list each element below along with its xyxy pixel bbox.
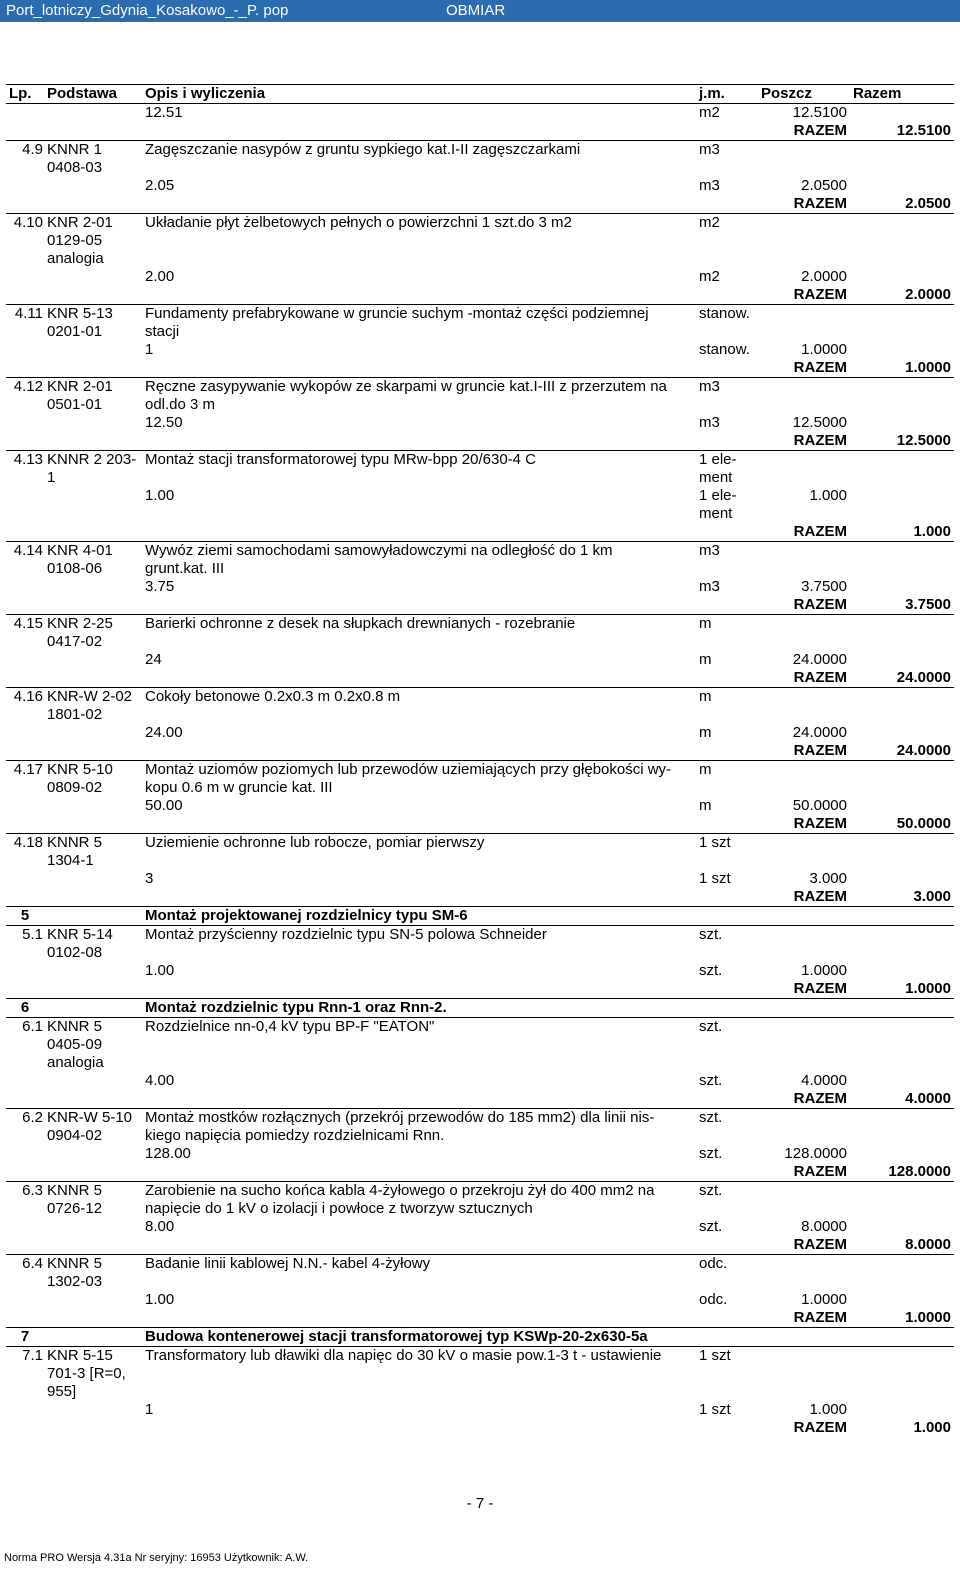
position-unit: m3 [696, 378, 758, 415]
razem-value: 1.000 [913, 523, 951, 540]
poszcz-value: 4.0000 [801, 1072, 847, 1089]
position-number: 5.1 [6, 926, 44, 963]
position-unit: m [696, 761, 758, 798]
line: 1801-02 [47, 706, 103, 723]
line: KNR 5-13 [47, 305, 113, 322]
position-row [6, 926, 954, 963]
line: KNNR 1 [47, 141, 103, 158]
razem-row [6, 742, 954, 761]
position-unit: stanow. [696, 305, 758, 342]
line: Montaż stacji transformatorowej typu MRw-bpp 20/630-4 C [145, 451, 536, 468]
calc-unit: szt. [699, 1145, 723, 1162]
page-number: - 7 - [466, 1495, 494, 1512]
line: KNR 2-01 [47, 378, 113, 395]
col-header-poszcz: Poszcz [758, 85, 850, 104]
calc-unit: odc. [699, 1291, 728, 1308]
poszcz-value: 12.5000 [792, 414, 847, 431]
position-basis [44, 1018, 142, 1073]
line: 0129-05 [47, 232, 103, 249]
calc-unit: 1 szt [699, 870, 731, 887]
position-number: 6.3 [6, 1182, 44, 1219]
calc-value: 12.51 [145, 104, 183, 121]
razem-label: RAZEM [793, 596, 847, 613]
title-bar [0, 0, 960, 22]
line: Montaż uziomów poziomych lub przewodów uziemiających przy głębokości wy- [145, 761, 672, 778]
position-description [142, 378, 696, 415]
position-description [142, 834, 696, 871]
line: 0904-02 [47, 1127, 103, 1144]
razem-label: RAZEM [793, 980, 847, 997]
position-description [142, 1347, 696, 1402]
line: 0102-08 [47, 944, 103, 961]
calc-row [6, 962, 954, 980]
calc-unit: m [699, 797, 712, 814]
calc-value: 3 [145, 870, 154, 887]
calc-value: 50.00 [145, 797, 183, 814]
section-title: Montaż rozdzielnic typu Rnn-1 oraz Rnn-2. [142, 999, 954, 1018]
line: KNR 4-01 [47, 542, 113, 559]
line: Uziemienie ochronne lub robocze, pomiar pierwszy [145, 834, 485, 851]
position-unit: m3 [696, 141, 758, 178]
position-unit: m2 [696, 214, 758, 269]
calc-row [6, 487, 954, 523]
position-description [142, 1182, 696, 1219]
line: analogia [47, 250, 104, 267]
razem-label: RAZEM [793, 1090, 847, 1107]
position-row [6, 305, 954, 342]
col-header-podstawa: Podstawa [44, 85, 142, 104]
position-description [142, 542, 696, 579]
calc-value: 1 [145, 341, 154, 358]
section-number: 5 [6, 907, 44, 926]
line: Ręczne zasypywanie wykopów ze skarpami w gruncie kat.I-III z przerzutem na [145, 378, 667, 395]
position-basis [44, 378, 142, 415]
position-description [142, 761, 696, 798]
position-basis [44, 926, 142, 963]
poszcz-value: 12.5100 [792, 104, 847, 121]
position-basis [44, 1182, 142, 1219]
position-row [6, 688, 954, 725]
line: KNNR 2 203- [47, 451, 137, 468]
calc-unit: m3 [699, 414, 720, 431]
line: KNR 5-15 [47, 1347, 113, 1364]
position-row [6, 761, 954, 798]
position-basis [44, 451, 142, 488]
razem-value: 4.0000 [905, 1090, 951, 1107]
document-title: Port_lotniczy_Gdynia_Kosakowo_-_P. pop [6, 2, 289, 19]
calc-row [6, 724, 954, 742]
poszcz-value: 24.0000 [792, 651, 847, 668]
line: Układanie płyt żelbetowych pełnych o powierzchni 1 szt.do 3 m2 [145, 214, 572, 231]
razem-row [6, 195, 954, 214]
razem-row [6, 1309, 954, 1328]
calc-value: 2.05 [145, 177, 175, 194]
line: kiego napięcia pomiedzy rozdzielnicami Rnn. [145, 1127, 445, 1144]
line: KNR-W 2-02 [47, 688, 133, 705]
carry-calc-row [6, 104, 954, 123]
razem-value: 8.0000 [905, 1236, 951, 1253]
line: Zagęszczanie nasypów z gruntu sypkiego kat.I-II zagęszczarkami [145, 141, 581, 158]
line: 0726-12 [47, 1200, 103, 1217]
calc-row [6, 177, 954, 195]
position-row [6, 1018, 954, 1073]
position-unit: m3 [696, 542, 758, 579]
position-basis [44, 214, 142, 269]
poszcz-value: 1.0000 [801, 962, 847, 979]
position-number: 7.1 [6, 1347, 44, 1402]
poszcz-value: 1.0000 [801, 1291, 847, 1308]
position-number: 4.10 [6, 214, 44, 269]
calc-row [6, 1145, 954, 1163]
calc-value: 24.00 [145, 724, 183, 741]
line: Montaż mostków rozłącznych (przekrój przewodów do 185 mm2) dla linii nis- [145, 1109, 655, 1126]
razem-value: 12.5100 [896, 122, 951, 139]
position-row [6, 615, 954, 652]
calc-row [6, 1291, 954, 1309]
razem-row [6, 359, 954, 378]
position-number: 6.4 [6, 1255, 44, 1292]
calc-unit: stanow. [699, 341, 750, 358]
position-description [142, 615, 696, 652]
position-basis [44, 141, 142, 178]
calc-row [6, 578, 954, 596]
position-row [6, 214, 954, 269]
razem-label: RAZEM [793, 742, 847, 759]
position-number: 4.11 [6, 305, 44, 342]
position-unit: szt. [696, 926, 758, 963]
position-description [142, 1109, 696, 1146]
position-description [142, 688, 696, 725]
calc-value: 1 [145, 1401, 154, 1418]
calc-unit: 1 ele-ment [699, 487, 737, 522]
razem-row [6, 286, 954, 305]
col-header-lp: Lp. [6, 85, 44, 104]
position-number: 4.17 [6, 761, 44, 798]
position-number: 4.18 [6, 834, 44, 871]
line: 0809-02 [47, 779, 103, 796]
calc-unit: 1 szt [699, 1401, 731, 1418]
line: 0405-09 [47, 1036, 103, 1053]
calc-row [6, 341, 954, 359]
position-basis [44, 834, 142, 871]
line: 0501-01 [47, 396, 103, 413]
razem-row [6, 669, 954, 688]
calc-value: 128.00 [145, 1145, 191, 1162]
col-header-razem: Razem [850, 85, 954, 104]
position-row [6, 1109, 954, 1146]
calc-unit: m [699, 724, 712, 741]
poszcz-value: 3.000 [809, 870, 847, 887]
razem-label: RAZEM [793, 888, 847, 905]
calc-unit: szt. [699, 1072, 723, 1089]
poszcz-value: 50.0000 [792, 797, 847, 814]
calc-row [6, 1072, 954, 1090]
position-row [6, 542, 954, 579]
poszcz-value: 1.0000 [801, 341, 847, 358]
poszcz-value: 128.0000 [784, 1145, 847, 1162]
razem-row [6, 1419, 954, 1437]
position-unit: szt. [696, 1109, 758, 1146]
calc-row [6, 651, 954, 669]
calc-row [6, 268, 954, 286]
razem-value: 128.0000 [888, 1163, 951, 1180]
position-unit: m [696, 615, 758, 652]
line: 0108-06 [47, 560, 103, 577]
calc-value: 1.00 [145, 962, 175, 979]
position-unit: szt. [696, 1018, 758, 1073]
position-number: 4.15 [6, 615, 44, 652]
position-row [6, 1182, 954, 1219]
poszcz-value: 8.0000 [801, 1218, 847, 1235]
line: KNR 5-10 [47, 761, 113, 778]
section-title: Montaż projektowanej rozdzielnicy typu SM-6 [142, 907, 954, 926]
razem-value: 2.0500 [905, 195, 951, 212]
line: 1 [47, 469, 56, 486]
calc-value: 24 [145, 651, 162, 668]
position-basis [44, 688, 142, 725]
line: KNNR 5 [47, 834, 103, 851]
line: Wywóz ziemi samochodami samowyładowczymi na odległość do 1 km [145, 542, 613, 559]
calc-unit: szt. [699, 1218, 723, 1235]
footer-note: Norma PRO Wersja 4.31a Nr seryjny: 16953 Użytkownik: A.W. [4, 1552, 309, 1564]
razem-label: RAZEM [793, 286, 847, 303]
calc-value: 1.00 [145, 1291, 175, 1308]
line: KNNR 5 [47, 1255, 103, 1272]
position-basis [44, 1109, 142, 1146]
position-unit: odc. [696, 1255, 758, 1292]
razem-label: RAZEM [793, 122, 847, 139]
line: Transformatory lub dławiki dla napięc do 30 kV o masie pow.1-3 t - ustawienie [145, 1347, 662, 1364]
measurement-table [6, 84, 954, 1437]
position-description [142, 305, 696, 342]
razem-label: RAZEM [793, 1419, 847, 1436]
razem-label: RAZEM [793, 1236, 847, 1253]
razem-label: RAZEM [793, 359, 847, 376]
line: 955] [47, 1383, 77, 1400]
razem-value: 24.0000 [896, 669, 951, 686]
line: analogia [47, 1054, 104, 1071]
col-header-jm: j.m. [696, 85, 758, 104]
position-number: 4.14 [6, 542, 44, 579]
line: Badanie linii kablowej N.N.- kabel 4-żyłowy [145, 1255, 431, 1272]
position-basis [44, 542, 142, 579]
razem-value: 1.000 [913, 1419, 951, 1436]
line: napięcie do 1 kV o izolacji i powłoce z tworzyw sztucznych [145, 1200, 533, 1217]
position-row [6, 141, 954, 178]
line: kopu 0.6 m w gruncie kat. III [145, 779, 333, 796]
calc-unit: m3 [699, 578, 720, 595]
razem-label: RAZEM [793, 669, 847, 686]
position-unit: m [696, 688, 758, 725]
poszcz-value: 1.000 [809, 487, 847, 504]
razem-value: 12.5000 [896, 432, 951, 449]
poszcz-value: 24.0000 [792, 724, 847, 741]
razem-value: 1.0000 [905, 980, 951, 997]
line: 1304-1 [47, 852, 94, 869]
calc-row [6, 870, 954, 888]
position-basis [44, 305, 142, 342]
line: KNNR 5 [47, 1182, 103, 1199]
position-row [6, 451, 954, 488]
line: stacji [145, 323, 180, 340]
table-header-row [6, 85, 954, 104]
section-row [6, 907, 954, 926]
calc-unit: m [699, 651, 712, 668]
position-unit: 1 ele-ment [696, 451, 758, 488]
position-basis [44, 1347, 142, 1402]
position-row [6, 834, 954, 871]
line: 0417-02 [47, 633, 103, 650]
razem-value: 1.0000 [905, 359, 951, 376]
line: 701-3 [R=0, [47, 1365, 126, 1382]
calc-row [6, 1401, 954, 1419]
position-number: 6.1 [6, 1018, 44, 1073]
line: odl.do 3 m [145, 396, 216, 413]
position-number: 4.12 [6, 378, 44, 415]
line: KNNR 5 [47, 1018, 103, 1035]
razem-row [6, 888, 954, 907]
razem-row [6, 596, 954, 615]
calc-value: 1.00 [145, 487, 175, 504]
position-unit: szt. [696, 1182, 758, 1219]
razem-label: RAZEM [793, 1163, 847, 1180]
razem-row [6, 1163, 954, 1182]
razem-value: 1.0000 [905, 1309, 951, 1326]
line: grunt.kat. III [145, 560, 225, 577]
line: Rozdzielnice nn-0,4 kV typu BP-F "EATON" [145, 1018, 435, 1035]
position-row [6, 1347, 954, 1402]
razem-row [6, 523, 954, 542]
razem-row [6, 980, 954, 999]
razem-label: RAZEM [793, 523, 847, 540]
position-description [142, 214, 696, 269]
calc-value: 2.00 [145, 268, 175, 285]
razem-value: 2.0000 [905, 286, 951, 303]
position-number: 6.2 [6, 1109, 44, 1146]
razem-value: 3.7500 [905, 596, 951, 613]
line: Cokoły betonowe 0.2x0.3 m 0.2x0.8 m [145, 688, 401, 705]
razem-label: RAZEM [793, 815, 847, 832]
section-number: 6 [6, 999, 44, 1018]
line: Barierki ochronne z desek na słupkach drewnianych - rozebranie [145, 615, 576, 632]
razem-label: RAZEM [793, 1309, 847, 1326]
line: KNR 2-01 [47, 214, 113, 231]
calc-unit: m2 [699, 104, 720, 121]
position-basis [44, 1255, 142, 1292]
position-unit: 1 szt [696, 834, 758, 871]
calc-row [6, 797, 954, 815]
position-basis [44, 615, 142, 652]
position-description [142, 1018, 696, 1073]
razem-row [6, 1090, 954, 1109]
poszcz-value: 2.0500 [801, 177, 847, 194]
calc-unit: m3 [699, 177, 720, 194]
position-description [142, 926, 696, 963]
razem-row [6, 815, 954, 834]
section-row [6, 999, 954, 1018]
position-basis [44, 761, 142, 798]
position-number: 4.16 [6, 688, 44, 725]
poszcz-value: 1.000 [809, 1401, 847, 1418]
position-description [142, 141, 696, 178]
position-description [142, 1255, 696, 1292]
line: 0408-03 [47, 159, 103, 176]
position-unit: 1 szt [696, 1347, 758, 1402]
position-number: 4.13 [6, 451, 44, 488]
position-description [142, 451, 696, 488]
section-number: 7 [6, 1328, 44, 1347]
razem-label: RAZEM [793, 432, 847, 449]
col-header-opis: Opis i wyliczenia [142, 85, 696, 104]
line: Zarobienie na sucho końca kabla 4-żyłowego o przekroju żył do 400 mm2 na [145, 1182, 655, 1199]
calc-value: 3.75 [145, 578, 175, 595]
razem-label: RAZEM [793, 195, 847, 212]
line: KNR 5-14 [47, 926, 113, 943]
calc-value: 4.00 [145, 1072, 175, 1089]
poszcz-value: 2.0000 [801, 268, 847, 285]
razem-row [6, 1236, 954, 1255]
position-row [6, 1255, 954, 1292]
calc-unit: szt. [699, 962, 723, 979]
calc-row [6, 414, 954, 432]
calc-row [6, 1218, 954, 1236]
line: KNR 2-25 [47, 615, 113, 632]
calc-value: 12.50 [145, 414, 183, 431]
calc-value: 8.00 [145, 1218, 175, 1235]
poszcz-value: 3.7500 [801, 578, 847, 595]
line: KNR-W 5-10 [47, 1109, 133, 1126]
razem-value: 3.000 [913, 888, 951, 905]
line: Fundamenty prefabrykowane w gruncie suchym -montaż części podziemnej [145, 305, 649, 322]
razem-value: 50.0000 [896, 815, 951, 832]
line: 0201-01 [47, 323, 103, 340]
section-row [6, 1328, 954, 1347]
razem-row [6, 432, 954, 451]
carry-razem-row [6, 122, 954, 141]
sheet-name: OBMIAR [446, 2, 506, 19]
line: Montaż przyścienny rozdzielnic typu SN-5 polowa Schneider [145, 926, 547, 943]
razem-value: 24.0000 [896, 742, 951, 759]
position-row [6, 378, 954, 415]
line: 1302-03 [47, 1273, 103, 1290]
calc-unit: m2 [699, 268, 720, 285]
position-number: 4.9 [6, 141, 44, 178]
section-title: Budowa kontenerowej stacji transformatorowej typ KSWp-20-2x630-5a [142, 1328, 954, 1347]
